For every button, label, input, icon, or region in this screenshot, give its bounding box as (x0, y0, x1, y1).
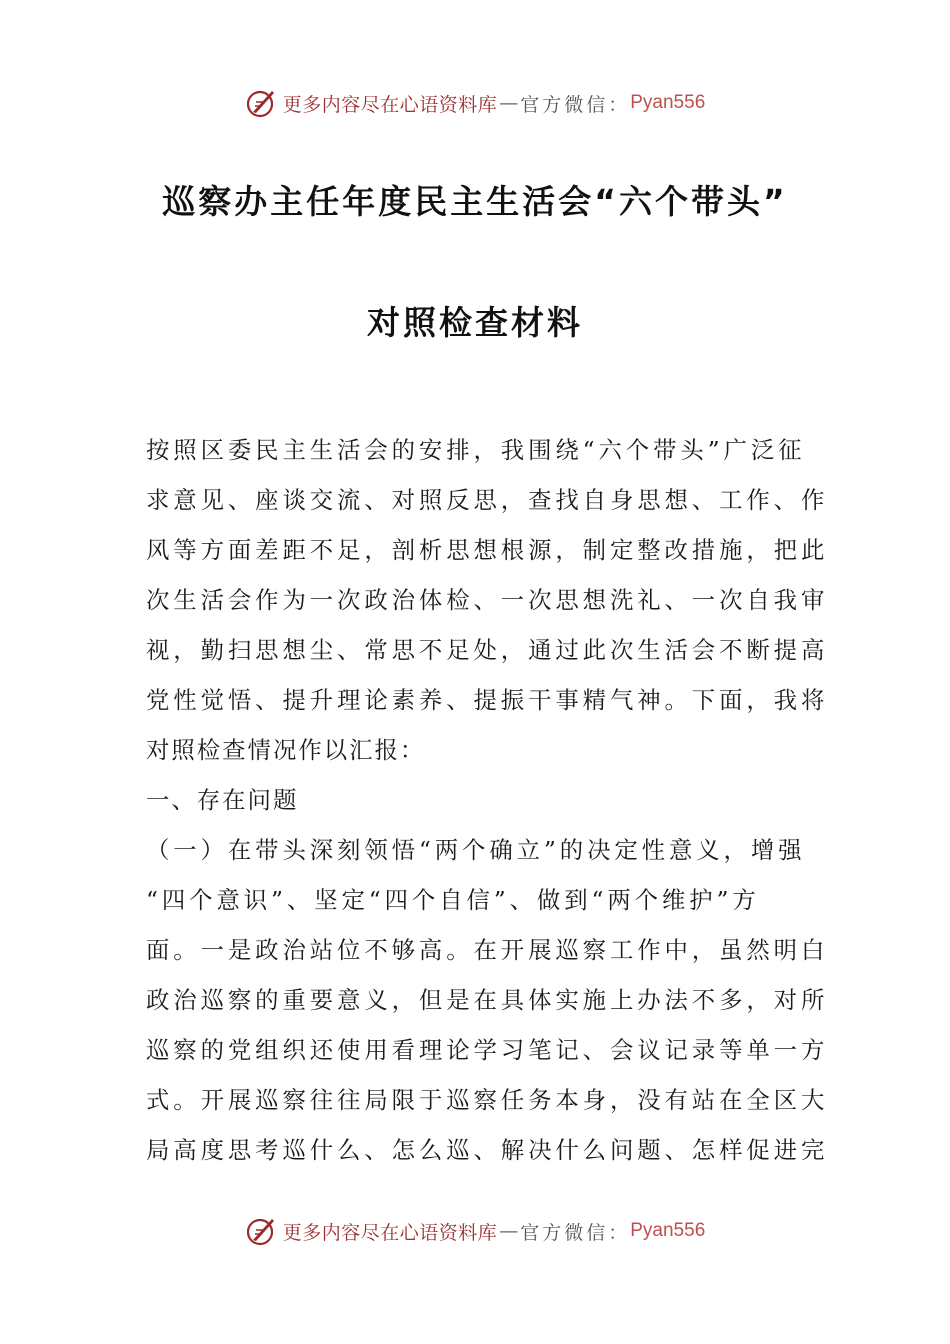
banner-wechat-label: 官方微信： (520, 93, 631, 116)
body-line: 政治巡察的重要意义，但是在具体实施上办法不多，对所 (146, 986, 829, 1014)
quill-circle-logo-icon (245, 86, 279, 120)
banner-text: 更多内容尽在心语资料库 (282, 93, 498, 116)
banner-wechat-id: Pyan556 (630, 92, 706, 113)
banner-wechat-id: Pyan556 (630, 1220, 706, 1241)
quill-circle-logo-icon (245, 1214, 279, 1248)
body-line: 式。开展巡察往往局限于巡察任务本身，没有站在全区大 (146, 1086, 829, 1114)
header-watermark-banner (0, 83, 950, 123)
body-line: 风等方面差距不足，剖析思想根源，制定整改措施，把此 (146, 536, 829, 564)
banner-separator: — (499, 1220, 519, 1242)
body-line: “四个意识”、坚定“四个自信”、做到“两个维护”方 (146, 886, 760, 914)
document-body (146, 425, 829, 1175)
body-line: 对照检查情况作以汇报： (146, 736, 426, 764)
body-line: 按照区委民主生活会的安排，我围绕“六个带头”广泛征 (146, 436, 806, 464)
body-line: （一）在带头深刻领悟“两个确立”的决定性意义，增强 (146, 836, 806, 864)
document-title-line1: 巡察办主任年度民主生活会“六个带头” (162, 182, 788, 221)
body-line: 党性觉悟、提升理论素养、提振干事精气神。下面，我将 (146, 686, 829, 714)
banner-separator: — (499, 92, 519, 114)
section-heading: 一、存在问题 (146, 786, 299, 814)
footer-watermark-banner (0, 1211, 950, 1251)
body-line: 面。一是政治站位不够高。在开展巡察工作中，虽然明白 (146, 936, 829, 964)
body-line: 局高度思考巡什么、怎么巡、解决什么问题、怎样促进完 (146, 1136, 829, 1164)
body-line: 视，勤扫思想尘、常思不足处，通过此次生活会不断提高 (146, 636, 829, 664)
body-line: 求意见、座谈交流、对照反思，查找自身思想、工作、作 (146, 486, 829, 514)
body-line: 次生活会作为一次政治体检、一次思想洗礼、一次自我审 (146, 586, 829, 614)
body-line: 巡察的党组织还使用看理论学习笔记、会议记录等单一方 (146, 1036, 829, 1064)
banner-wechat-label: 官方微信： (520, 1221, 631, 1244)
document-title-line2: 对照检查材料 (367, 303, 583, 342)
banner-text: 更多内容尽在心语资料库 (282, 1221, 498, 1244)
